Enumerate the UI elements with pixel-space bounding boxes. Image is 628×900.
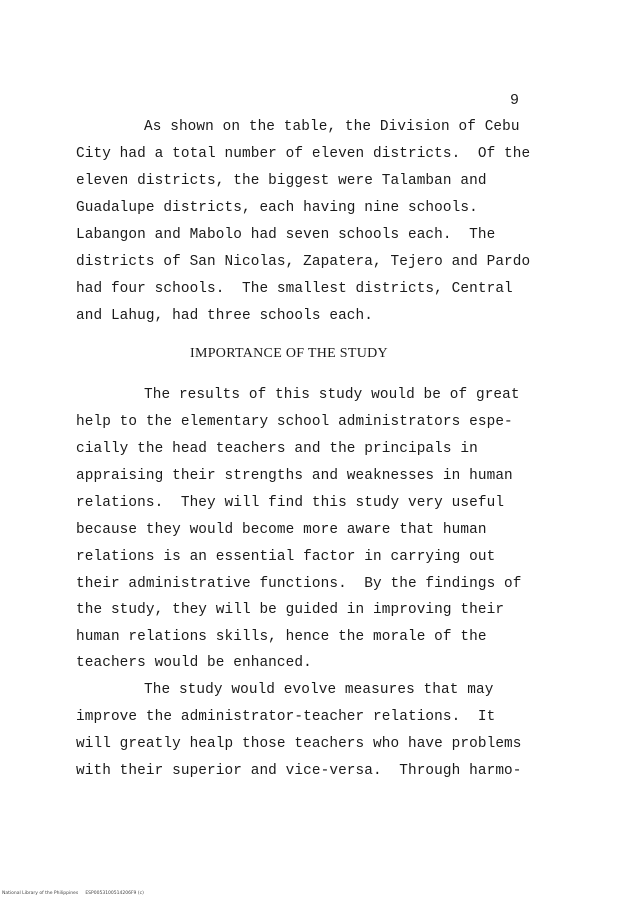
text-line: eleven districts, the biggest were Talamban and <box>76 173 487 189</box>
text-line: had four schools. The smallest districts, Central <box>76 281 513 297</box>
text-line: The study would evolve measures that may <box>144 682 494 698</box>
section-heading: IMPORTANCE OF THE STUDY <box>190 346 388 361</box>
text-line: because they would become more aware that human <box>76 522 487 538</box>
text-line: As shown on the table, the Division of Cebu <box>144 119 520 135</box>
text-line: will greatly healp those teachers who have problems <box>76 736 522 752</box>
text-line: human relations skills, hence the morale of the <box>76 629 487 645</box>
text-line: City had a total number of eleven districts. Of the <box>76 146 531 162</box>
text-line: districts of San Nicolas, Zapatera, Tejero and Pardo <box>76 254 531 270</box>
text-line: Guadalupe districts, each having nine schools. <box>76 200 478 216</box>
text-line: their administrative functions. By the findings of <box>76 576 522 592</box>
text-line: teachers would be enhanced. <box>76 655 312 671</box>
text-line: the study, they will be guided in improving their <box>76 602 505 618</box>
text-line: relations is an essential factor in carrying out <box>76 549 496 565</box>
page-number: 9 <box>510 92 520 109</box>
text-line: help to the elementary school administrators espe- <box>76 414 513 430</box>
text-line: cially the head teachers and the principals in <box>76 441 478 457</box>
footer-stamp: National Library of the Philippines ESP0053100514206F9 (c) <box>2 891 144 896</box>
text-line: Labangon and Mabolo had seven schools each. The <box>76 227 496 243</box>
text-line: appraising their strengths and weaknesses in human <box>76 468 513 484</box>
text-line: with their superior and vice-versa. Through harmo- <box>76 763 522 779</box>
text-line: The results of this study would be of great <box>144 387 520 403</box>
text-line: improve the administrator-teacher relations. It <box>76 709 496 725</box>
text-line: relations. They will find this study very useful <box>76 495 505 511</box>
text-line: and Lahug, had three schools each. <box>76 308 374 324</box>
